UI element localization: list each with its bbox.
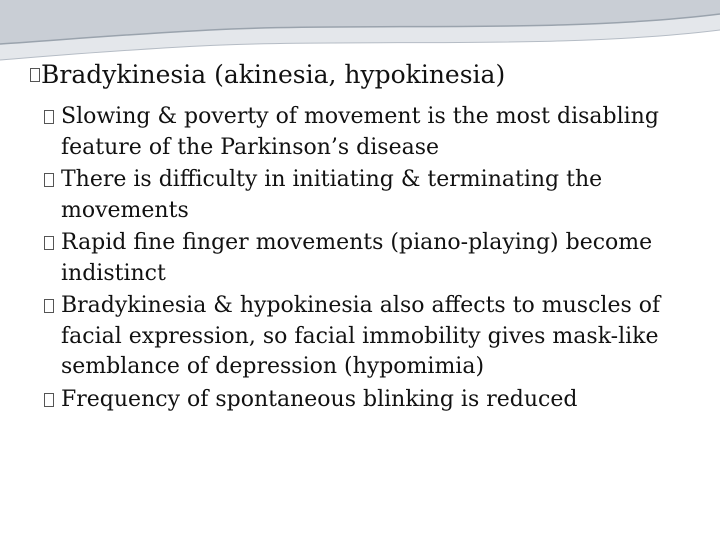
slide-heading-text: Bradykinesia (akinesia, hypokinesia) bbox=[41, 60, 506, 89]
list-item bbox=[44, 102, 700, 163]
missing-glyph-box-icon bbox=[44, 103, 55, 134]
list-item-text: Frequency of spontaneous blinking is reduced bbox=[61, 386, 578, 412]
list-item-text: Slowing & poverty of movement is the most disabling feature of the Parkinson’s disease bbox=[61, 104, 659, 160]
slide-content bbox=[30, 58, 700, 417]
list-item-text: Bradykinesia & hypokinesia also affects to muscles of facial expression, so facial immobility gives mask-like semblance of depression (hypomimia) bbox=[61, 293, 661, 379]
list-item-text: Rapid fine finger movements (piano-playing) become indistinct bbox=[61, 230, 653, 286]
missing-glyph-box-icon bbox=[44, 229, 55, 260]
missing-glyph-box-icon bbox=[30, 68, 40, 82]
list-item bbox=[44, 385, 700, 416]
list-item bbox=[44, 291, 700, 383]
missing-glyph-box-icon bbox=[44, 166, 55, 197]
list-item bbox=[44, 165, 700, 226]
missing-glyph-box-icon bbox=[44, 386, 55, 417]
slide-heading bbox=[30, 58, 700, 92]
list-item bbox=[44, 228, 700, 289]
missing-glyph-box-icon bbox=[44, 292, 55, 323]
list-item-text: There is difficulty in initiating & terminating the movements bbox=[61, 167, 603, 223]
bullet-list bbox=[30, 102, 700, 415]
